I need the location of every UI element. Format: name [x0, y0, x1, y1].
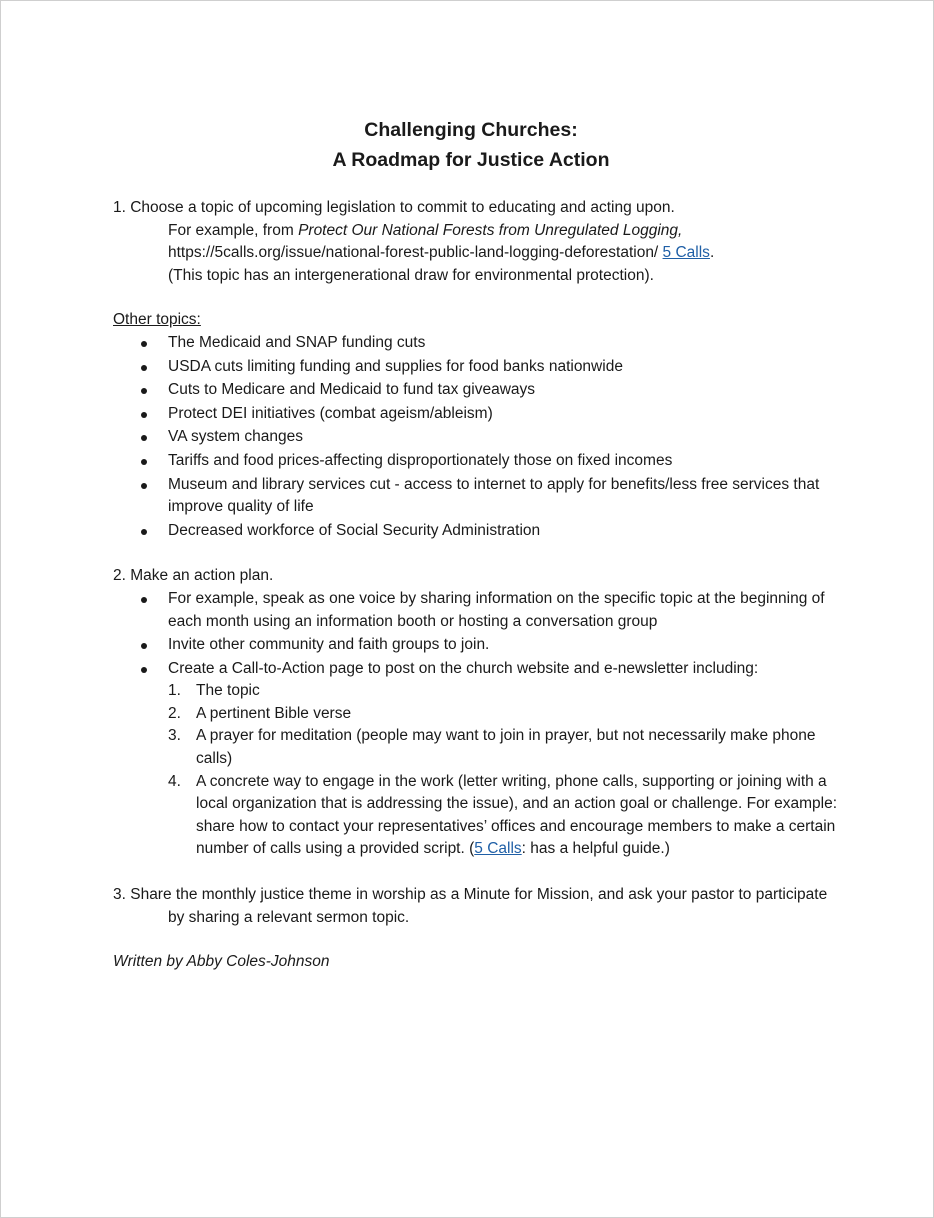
list-item-text: Decreased workforce of Social Security Administration — [168, 521, 541, 539]
step-1-text: 1. Choose a topic of upcoming legislation to commit to educating and acting upon. — [113, 199, 675, 216]
list-item — [168, 356, 843, 379]
title-line-1: Challenging Churches: — [364, 119, 578, 141]
item-number: 2. — [168, 704, 181, 722]
document-title — [113, 115, 829, 175]
numbered-item-text: The topic — [196, 682, 260, 700]
step-1-example — [113, 220, 843, 243]
list-item-text: VA system changes — [168, 428, 303, 446]
example-prefix: For example, from — [168, 221, 299, 239]
list-item — [168, 403, 843, 426]
item-number: 3. — [168, 727, 181, 745]
numbered-item-text: A prayer for meditation (people may want to join in prayer, but not necessarily make phone calls) — [196, 727, 816, 768]
numbered-item — [168, 680, 843, 703]
step-1-note: (This topic has an intergenerational draw for environmental protection). — [168, 266, 654, 284]
bullet-icon — [141, 459, 147, 465]
list-item — [168, 658, 843, 861]
numbered-item — [168, 703, 843, 726]
action-plan-list — [113, 588, 843, 861]
list-item — [168, 634, 843, 657]
bullet-icon — [141, 341, 147, 347]
bullet-icon — [141, 597, 147, 603]
list-item — [168, 332, 843, 355]
list-item-text: For example, speak as one voice by sharing information on the specific topic at the beginning of each month using an information booth or hosting a conversation group — [168, 589, 825, 630]
bullet-icon — [141, 435, 147, 441]
list-item — [168, 520, 843, 543]
other-topics-list — [113, 332, 843, 542]
call-to-action-list — [168, 680, 843, 861]
list-item-text: Tariffs and food prices-affecting disproportionately those on fixed incomes — [168, 451, 673, 469]
list-item-text: Cuts to Medicare and Medicaid to fund tax giveaways — [168, 381, 536, 399]
bullet-icon — [141, 483, 147, 489]
example-url: https://5calls.org/issue/national-forest-public-land-logging-deforestation/ — [168, 244, 663, 262]
list-item-text: Protect DEI initiatives (combat ageism/ableism) — [168, 404, 493, 422]
bullet-icon — [141, 667, 147, 673]
list-item-text: Museum and library services cut - access to internet to apply for benefits/less free services that improve quality of life — [168, 475, 820, 516]
list-item-text: The Medicaid and SNAP funding cuts — [168, 333, 426, 351]
step-2-text: 2. Make an action plan. — [113, 567, 274, 585]
document-body — [113, 115, 843, 974]
5calls-guide-link[interactable]: 5 Calls — [474, 840, 522, 858]
bullet-icon — [141, 643, 147, 649]
other-topics-heading: Other topics: — [113, 311, 201, 329]
item-number: 1. — [168, 682, 181, 700]
step-1-url-line — [113, 242, 843, 265]
bullet-icon — [141, 412, 147, 418]
title-line-2: A Roadmap for Justice Action — [332, 149, 610, 171]
5calls-link[interactable]: 5 Calls — [662, 244, 710, 262]
numbered-item-suffix: : has a helpful guide.) — [521, 840, 670, 858]
list-item — [168, 588, 843, 633]
list-item — [168, 426, 843, 449]
list-item — [168, 379, 843, 402]
list-item — [168, 474, 843, 519]
numbered-item-text: A concrete way to engage in the work (letter writing, phone calls, supporting or joining with a local organization that is addressing the issue), and an action goal or challenge. For example: share how to contact your representatives’ offices and encourage members to make a certain number of calls using a provided script. ( — [196, 772, 838, 858]
numbered-item — [168, 725, 843, 770]
list-item-text: Create a Call-to-Action page to post on the church website and e-newsletter including: — [168, 659, 759, 677]
list-item-text: USDA cuts limiting funding and supplies for food banks nationwide — [168, 357, 623, 375]
list-item-text: Invite other community and faith groups to join. — [168, 636, 490, 654]
bullet-icon — [141, 388, 147, 394]
numbered-item — [168, 771, 843, 861]
link-suffix: . — [709, 244, 715, 262]
example-title: Protect Our National Forests from Unregulated Logging, — [298, 221, 683, 239]
list-item — [168, 450, 843, 473]
step-3-text: 3. Share the monthly justice theme in worship as a Minute for Mission, and ask your pastor to participate by sharing a relevant sermon topic. — [113, 886, 828, 926]
item-number: 4. — [168, 772, 181, 790]
bullet-icon — [141, 529, 147, 535]
byline: Written by Abby Coles-Johnson — [113, 953, 330, 971]
numbered-item-text: A pertinent Bible verse — [196, 704, 352, 722]
bullet-icon — [141, 365, 147, 371]
